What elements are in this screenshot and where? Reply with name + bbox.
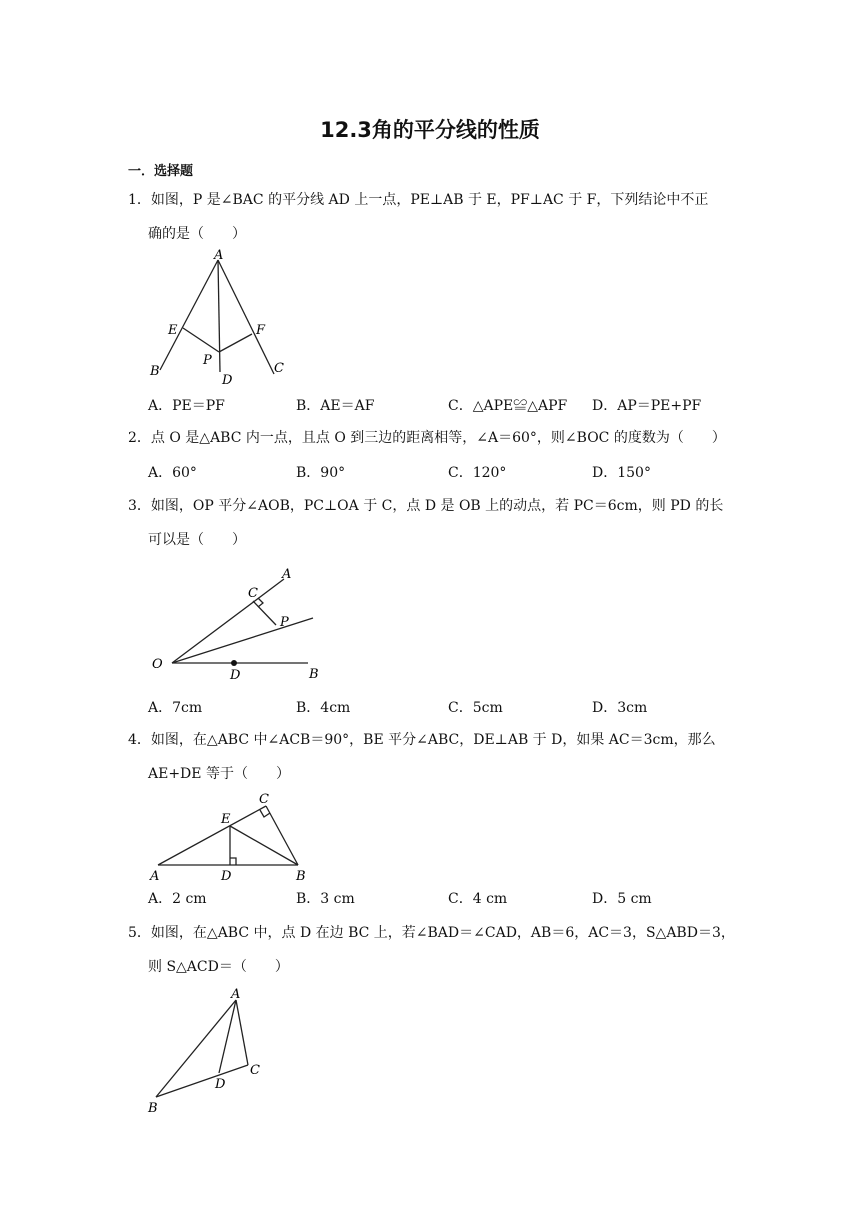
- question-text-cont: 确的是（ ）: [148, 226, 246, 242]
- label-F: F: [256, 323, 266, 338]
- label-B: B: [296, 869, 306, 884]
- question-number: 3．: [128, 498, 151, 514]
- label-B: B: [150, 364, 160, 379]
- option-d[interactable]: D．5 cm: [592, 891, 652, 907]
- question-text-cont: 则 S△ACD＝（ ）: [148, 959, 289, 975]
- options-1: [148, 395, 748, 417]
- figure-3: [148, 562, 328, 684]
- label-A: A: [150, 869, 160, 884]
- options-4: [148, 888, 748, 910]
- option-c[interactable]: C．5cm: [448, 700, 503, 716]
- label-E: E: [221, 812, 231, 827]
- question-1: [128, 183, 738, 251]
- options-2: [148, 462, 748, 484]
- label-C: C: [250, 1063, 260, 1078]
- option-a[interactable]: A．PE＝PF: [148, 398, 225, 414]
- label-B: B: [148, 1101, 158, 1116]
- label-C: C: [259, 792, 269, 807]
- label-A: A: [282, 567, 292, 582]
- point-d-dot: [231, 660, 237, 666]
- option-d[interactable]: D．150°: [592, 465, 651, 481]
- option-d[interactable]: D．3cm: [592, 700, 648, 716]
- option-b[interactable]: B．4cm: [296, 700, 351, 716]
- label-C: C: [248, 586, 258, 601]
- label-E: E: [168, 323, 178, 338]
- question-text: 如图，在△ABC 中，点 D 在边 BC 上，若∠BAD＝∠CAD，AB＝6，AC＝3，S△ABD＝3，: [150, 925, 735, 941]
- question-3: [128, 489, 738, 557]
- question-5: [128, 916, 738, 984]
- label-C: C: [274, 361, 284, 376]
- question-text-cont: AE+DE 等于（ ）: [148, 766, 290, 782]
- option-a[interactable]: A．7cm: [148, 700, 203, 716]
- figure-1: [148, 248, 298, 386]
- section-heading: 一．选择题: [128, 164, 194, 179]
- label-A: A: [231, 987, 241, 1002]
- option-c[interactable]: C．△APE≌△APF: [448, 398, 568, 414]
- label-P: P: [280, 615, 289, 630]
- question-2: [128, 421, 738, 455]
- question-text: 如图，OP 平分∠AOB，PC⊥OA 于 C，点 D 是 OB 上的动点，若 PC＝6cm，则 PD 的长: [150, 498, 724, 514]
- label-D: D: [215, 1077, 226, 1092]
- figure-5: [144, 985, 274, 1115]
- option-c[interactable]: C．120°: [448, 465, 507, 481]
- label-D: D: [230, 668, 241, 683]
- question-number: 4．: [128, 732, 151, 748]
- label-A: A: [214, 248, 224, 263]
- label-O: O: [152, 657, 163, 672]
- question-text: 如图，在△ABC 中∠ACB＝90°，BE 平分∠ABC，DE⊥AB 于 D，如果 AC＝3cm，那么: [150, 732, 716, 748]
- figure-4: [148, 790, 318, 882]
- question-number: 5．: [128, 925, 151, 941]
- question-text: 如图，P 是∠BAC 的平分线 AD 上一点，PE⊥AB 于 E，PF⊥AC 于 F，下列结论中不正: [150, 192, 709, 208]
- option-b[interactable]: B．3 cm: [296, 891, 355, 907]
- option-b[interactable]: B．AE＝AF: [296, 398, 375, 414]
- label-D: D: [221, 869, 232, 884]
- question-text: 点 O 是△ABC 内一点，且点 O 到三边的距离相等，∠A＝60°，则∠BOC 的度数为（ ）: [150, 430, 726, 446]
- label-D: D: [222, 373, 233, 388]
- options-3: [148, 697, 748, 719]
- question-number: 2．: [128, 430, 151, 446]
- option-b[interactable]: B．90°: [296, 465, 346, 481]
- label-B: B: [309, 667, 319, 682]
- option-a[interactable]: A．60°: [148, 465, 197, 481]
- page-title: 12.3角的平分线的性质: [320, 118, 540, 142]
- question-text-cont: 可以是（ ）: [148, 532, 246, 548]
- question-4: [128, 723, 738, 791]
- option-d[interactable]: D．AP＝PE+PF: [592, 398, 702, 414]
- label-P: P: [203, 353, 212, 368]
- option-a[interactable]: A．2 cm: [148, 891, 207, 907]
- option-c[interactable]: C．4 cm: [448, 891, 508, 907]
- question-number: 1．: [128, 192, 151, 208]
